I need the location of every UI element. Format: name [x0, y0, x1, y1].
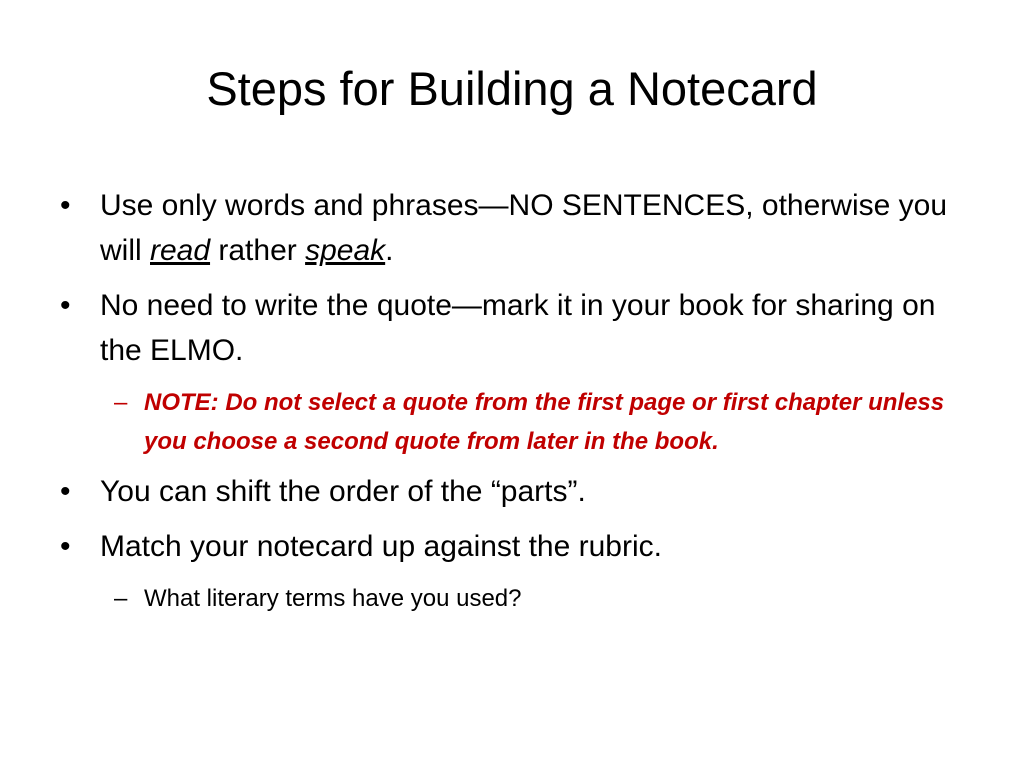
bullet-text: Match your notecard up against the rubric.: [100, 530, 662, 563]
sub-bullet-text: What literary terms have you used?: [144, 585, 522, 612]
dash-icon: –: [114, 585, 128, 612]
bullet-text-part: Use only words and phrases—NO SENTENCES, otherwise you will: [100, 189, 948, 267]
bullet-text: You can shift the order of the “parts”.: [100, 475, 586, 508]
bullet-icon: •: [60, 189, 71, 222]
slide-title: Steps for Building a Notecard: [206, 62, 818, 115]
bullet-icon: •: [60, 475, 71, 508]
emphasized-word-read: read: [150, 234, 211, 267]
bullet-text-part: rather: [210, 234, 306, 267]
dash-icon: –: [114, 389, 128, 416]
sub-bullet-note: [100, 383, 976, 461]
sub-bullet-item: [100, 579, 976, 618]
note-text: NOTE: Do not select a quote from the first page or first chapter unless you choose a second quote from later in the book.: [144, 389, 945, 455]
bullet-list: [56, 183, 976, 626]
bullet-item: [56, 469, 976, 514]
emphasized-word-speak: speak: [305, 234, 386, 267]
bullet-item: [56, 183, 976, 273]
bullet-item: [56, 524, 976, 569]
bullet-icon: •: [60, 289, 71, 322]
bullet-item: [56, 283, 976, 373]
bullet-text-part: .: [385, 234, 394, 267]
bullet-text: No need to write the quote—mark it in your book for sharing on the ELMO.: [100, 289, 936, 367]
bullet-icon: •: [60, 530, 71, 563]
